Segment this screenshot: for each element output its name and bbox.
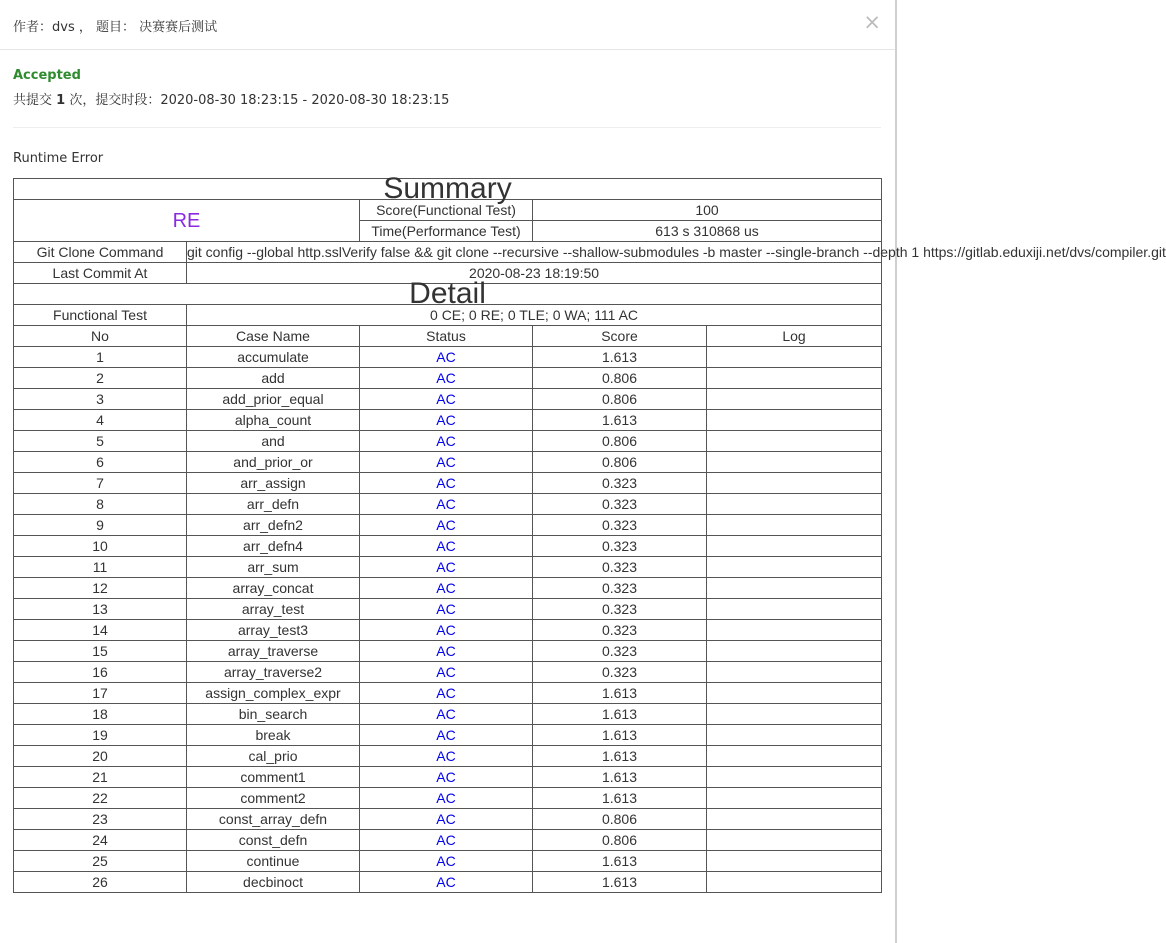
case-log[interactable] <box>707 536 882 557</box>
case-name: accumulate <box>187 347 360 368</box>
case-number: 12 <box>14 578 187 599</box>
case-log[interactable] <box>707 410 882 431</box>
case-log[interactable] <box>707 788 882 809</box>
case-name: const_array_defn <box>187 809 360 830</box>
git-row <box>14 242 882 263</box>
case-status[interactable]: AC <box>360 662 533 683</box>
time-label: Time(Performance Test) <box>360 221 533 242</box>
case-status[interactable]: AC <box>360 683 533 704</box>
case-name: arr_assign <box>187 473 360 494</box>
case-score: 1.613 <box>533 704 707 725</box>
functional-label: Functional Test <box>14 305 187 326</box>
case-status[interactable]: AC <box>360 578 533 599</box>
table-row <box>14 809 882 830</box>
case-score: 0.323 <box>533 557 707 578</box>
case-score: 0.806 <box>533 431 707 452</box>
case-log[interactable] <box>707 431 882 452</box>
case-log[interactable] <box>707 347 882 368</box>
table-row <box>14 578 882 599</box>
case-log[interactable] <box>707 641 882 662</box>
case-number: 20 <box>14 746 187 767</box>
table-row <box>14 368 882 389</box>
close-icon[interactable]: × <box>863 10 881 34</box>
table-row <box>14 473 882 494</box>
case-score: 1.613 <box>533 788 707 809</box>
dialog-header <box>0 0 895 50</box>
case-name: const_defn <box>187 830 360 851</box>
case-status[interactable]: AC <box>360 389 533 410</box>
case-name: arr_defn <box>187 494 360 515</box>
column-header-log: Log <box>707 326 882 347</box>
case-number: 3 <box>14 389 187 410</box>
case-score: 0.806 <box>533 368 707 389</box>
table-row <box>14 452 882 473</box>
case-status[interactable]: AC <box>360 431 533 452</box>
case-number: 24 <box>14 830 187 851</box>
case-number: 25 <box>14 851 187 872</box>
case-log[interactable] <box>707 746 882 767</box>
status-label: Accepted <box>13 68 81 83</box>
dialog-title: 作者：dvs ， 题目： 决赛赛后测试 <box>13 20 218 35</box>
case-name: cal_prio <box>187 746 360 767</box>
case-number: 2 <box>14 368 187 389</box>
case-number: 13 <box>14 599 187 620</box>
case-name: break <box>187 725 360 746</box>
case-log[interactable] <box>707 578 882 599</box>
case-number: 15 <box>14 641 187 662</box>
detail-title: Detail <box>14 284 882 305</box>
case-score: 0.806 <box>533 809 707 830</box>
case-status[interactable]: AC <box>360 641 533 662</box>
submit-count: 1 <box>56 93 66 108</box>
case-log[interactable] <box>707 809 882 830</box>
table-row <box>14 557 882 578</box>
case-name: and_prior_or <box>187 452 360 473</box>
case-score: 0.806 <box>533 830 707 851</box>
case-score: 1.613 <box>533 851 707 872</box>
table-row <box>14 536 882 557</box>
case-score: 0.806 <box>533 452 707 473</box>
case-score: 0.323 <box>533 473 707 494</box>
case-status[interactable]: AC <box>360 851 533 872</box>
case-log[interactable] <box>707 620 882 641</box>
case-log[interactable] <box>707 872 882 893</box>
case-log[interactable] <box>707 599 882 620</box>
case-score: 0.323 <box>533 515 707 536</box>
case-status[interactable]: AC <box>360 557 533 578</box>
case-score: 0.323 <box>533 641 707 662</box>
case-log[interactable] <box>707 851 882 872</box>
column-header-row <box>14 326 882 347</box>
summary-title-row <box>14 179 882 200</box>
case-name: add_prior_equal <box>187 389 360 410</box>
case-score: 1.613 <box>533 725 707 746</box>
case-number: 6 <box>14 452 187 473</box>
table-row <box>14 599 882 620</box>
case-name: decbinoct <box>187 872 360 893</box>
case-name: alpha_count <box>187 410 360 431</box>
case-name: arr_defn4 <box>187 536 360 557</box>
case-log[interactable] <box>707 452 882 473</box>
score-label: Score(Functional Test) <box>360 200 533 221</box>
git-label: Git Clone Command <box>14 242 187 263</box>
commit-label: Last Commit At <box>14 263 187 284</box>
table-row <box>14 767 882 788</box>
case-number: 16 <box>14 662 187 683</box>
submit-info <box>13 89 449 108</box>
case-score: 0.323 <box>533 578 707 599</box>
case-status[interactable]: AC <box>360 620 533 641</box>
case-status[interactable]: AC <box>360 410 533 431</box>
table-row <box>14 389 882 410</box>
case-number: 26 <box>14 872 187 893</box>
table-row <box>14 788 882 809</box>
case-name: array_traverse2 <box>187 662 360 683</box>
case-name: array_concat <box>187 578 360 599</box>
case-score: 0.323 <box>533 494 707 515</box>
case-status[interactable]: AC <box>360 725 533 746</box>
report-table <box>13 172 1166 893</box>
case-name: arr_sum <box>187 557 360 578</box>
commit-value: 2020-08-23 18:19:50 <box>187 263 882 284</box>
table-row <box>14 662 882 683</box>
case-number: 11 <box>14 557 187 578</box>
case-log[interactable] <box>707 767 882 788</box>
summary-title: Summary <box>14 179 882 200</box>
case-name: arr_defn2 <box>187 515 360 536</box>
submit-suffix: 次，提交时段：2020-08-30 18:23:15 - 2020-08-30 18:23:15 <box>65 93 450 108</box>
case-score: 1.613 <box>533 872 707 893</box>
case-number: 5 <box>14 431 187 452</box>
table-row <box>14 830 882 851</box>
case-name: and <box>187 431 360 452</box>
case-status[interactable]: AC <box>360 767 533 788</box>
case-log[interactable] <box>707 725 882 746</box>
case-number: 22 <box>14 788 187 809</box>
case-score: 0.323 <box>533 620 707 641</box>
case-status[interactable]: AC <box>360 515 533 536</box>
case-status[interactable]: AC <box>360 872 533 893</box>
case-name: assign_complex_expr <box>187 683 360 704</box>
case-name: array_test3 <box>187 620 360 641</box>
case-status[interactable]: AC <box>360 347 533 368</box>
case-log[interactable] <box>707 830 882 851</box>
case-status[interactable]: AC <box>360 536 533 557</box>
case-number: 21 <box>14 767 187 788</box>
case-status[interactable]: AC <box>360 494 533 515</box>
case-score: 0.323 <box>533 662 707 683</box>
case-number: 9 <box>14 515 187 536</box>
case-number: 17 <box>14 683 187 704</box>
case-number: 23 <box>14 809 187 830</box>
table-row <box>14 683 882 704</box>
table-row <box>14 515 882 536</box>
case-name: continue <box>187 851 360 872</box>
case-log[interactable] <box>707 515 882 536</box>
case-log[interactable] <box>707 557 882 578</box>
column-header-status: Status <box>360 326 533 347</box>
case-status[interactable]: AC <box>360 473 533 494</box>
case-status[interactable]: AC <box>360 809 533 830</box>
case-name: bin_search <box>187 704 360 725</box>
case-status[interactable]: AC <box>360 704 533 725</box>
column-header-no: No <box>14 326 187 347</box>
table-row <box>14 410 882 431</box>
case-name: array_traverse <box>187 641 360 662</box>
case-status[interactable]: AC <box>360 452 533 473</box>
case-log[interactable] <box>707 368 882 389</box>
case-score: 1.613 <box>533 410 707 431</box>
case-name: array_test <box>187 599 360 620</box>
detail-title-row <box>14 284 882 305</box>
case-number: 7 <box>14 473 187 494</box>
result-code: RE <box>14 200 360 242</box>
case-name: comment1 <box>187 767 360 788</box>
case-score: 0.806 <box>533 389 707 410</box>
table-row <box>14 851 882 872</box>
case-name: add <box>187 368 360 389</box>
table-row <box>14 725 882 746</box>
case-status[interactable]: AC <box>360 599 533 620</box>
table-row <box>14 431 882 452</box>
table-row <box>14 704 882 725</box>
git-command: git config --global http.sslVerify false && git clone --recursive --shallow-submodules -b master --single-branch --depth 1 https://gitlab.eduxiji.net/dvs/compiler.git <box>187 242 882 263</box>
table-row <box>14 746 882 767</box>
submit-prefix: 共提交 <box>13 93 57 108</box>
case-number: 4 <box>14 410 187 431</box>
case-log[interactable] <box>707 473 882 494</box>
case-status[interactable]: AC <box>360 788 533 809</box>
table-row <box>14 620 882 641</box>
case-status[interactable]: AC <box>360 830 533 851</box>
case-score: 1.613 <box>533 347 707 368</box>
case-score: 1.613 <box>533 746 707 767</box>
score-row <box>14 200 882 221</box>
column-header-case-name: Case Name <box>187 326 360 347</box>
case-number: 8 <box>14 494 187 515</box>
case-log[interactable] <box>707 683 882 704</box>
case-log[interactable] <box>707 704 882 725</box>
functional-summary: 0 CE; 0 RE; 0 TLE; 0 WA; 111 AC <box>187 305 882 326</box>
case-name: comment2 <box>187 788 360 809</box>
table-row <box>14 347 882 368</box>
case-status[interactable]: AC <box>360 746 533 767</box>
case-number: 19 <box>14 725 187 746</box>
case-number: 18 <box>14 704 187 725</box>
table-row <box>14 872 882 893</box>
score-value: 100 <box>533 200 882 221</box>
table-row <box>14 641 882 662</box>
case-number: 14 <box>14 620 187 641</box>
case-score: 1.613 <box>533 683 707 704</box>
runtime-status: Runtime Error <box>13 151 104 166</box>
case-log[interactable] <box>707 662 882 683</box>
column-header-score: Score <box>533 326 707 347</box>
case-log[interactable] <box>707 389 882 410</box>
case-status[interactable]: AC <box>360 368 533 389</box>
divider <box>13 127 881 128</box>
case-number: 1 <box>14 347 187 368</box>
case-score: 0.323 <box>533 599 707 620</box>
case-score: 0.323 <box>533 536 707 557</box>
case-log[interactable] <box>707 494 882 515</box>
time-value: 613 s 310868 us <box>533 221 882 242</box>
functional-row <box>14 305 882 326</box>
case-number: 10 <box>14 536 187 557</box>
table-row <box>14 494 882 515</box>
case-score: 1.613 <box>533 767 707 788</box>
